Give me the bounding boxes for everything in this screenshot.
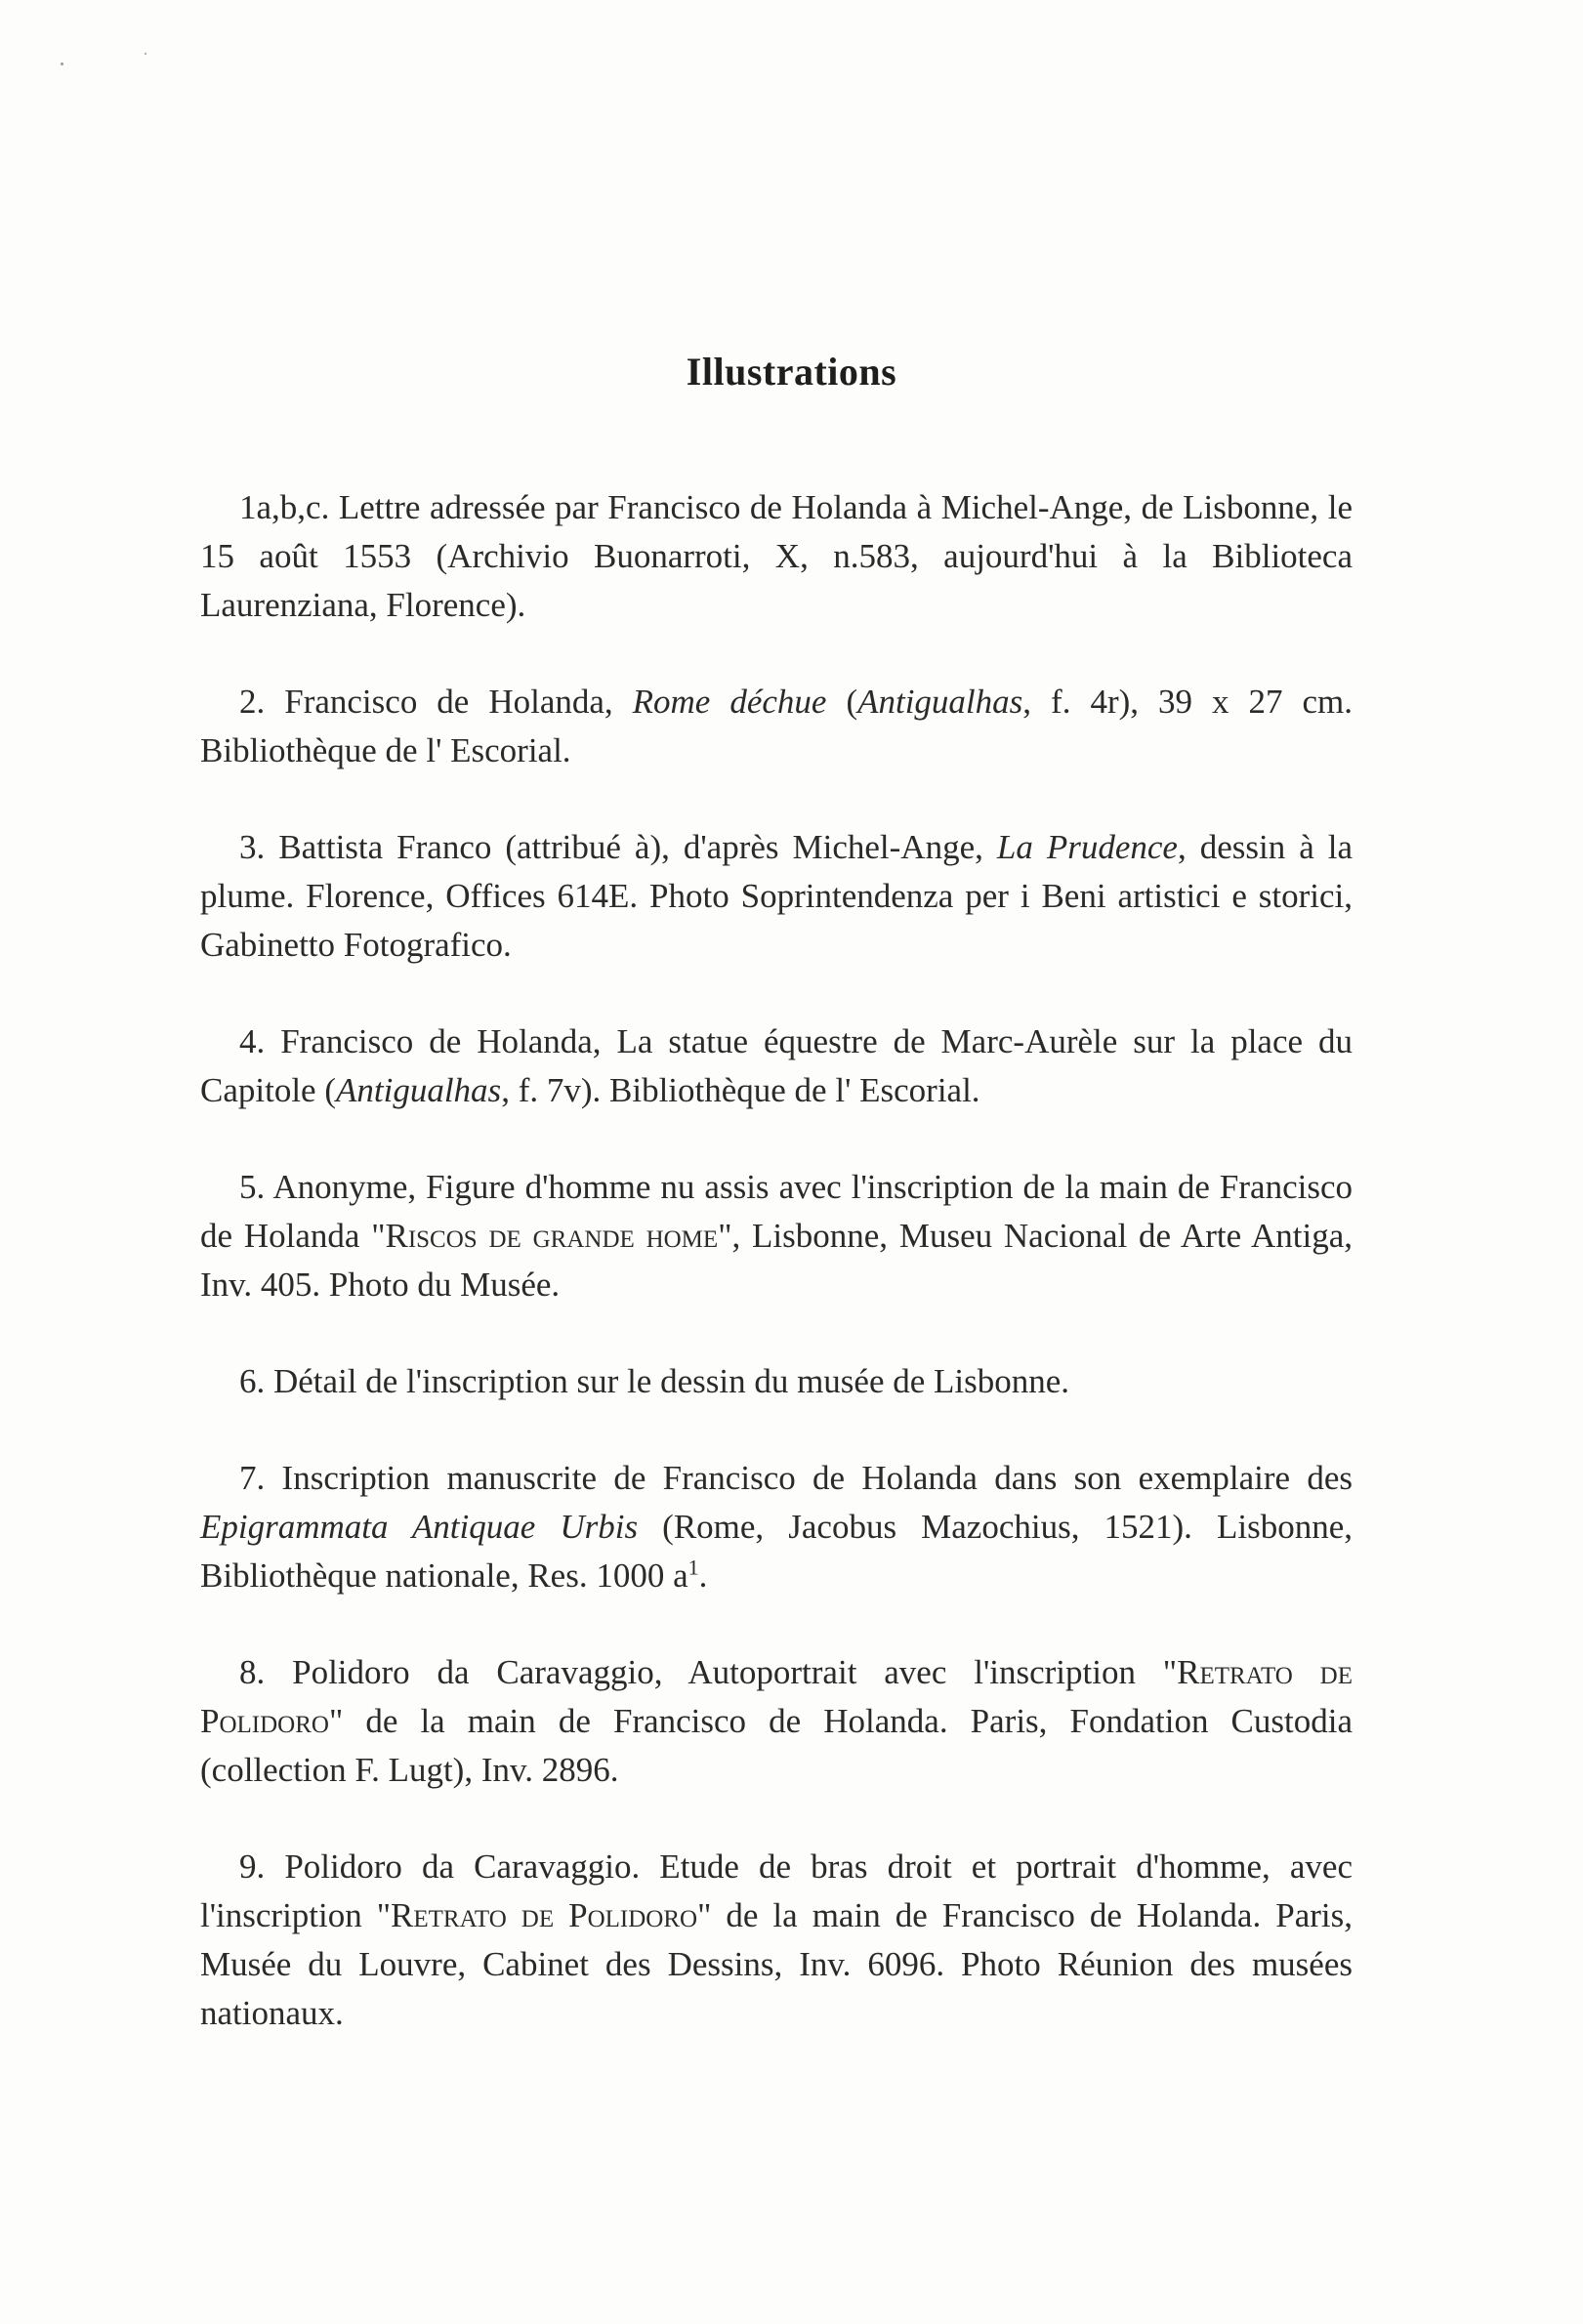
illustration-entry-7 (200, 1454, 1353, 1600)
entry-number: 1a,b,c. (239, 488, 330, 526)
entry-text: Francisco de Holanda, (265, 683, 633, 721)
illustration-entry-2 (200, 678, 1353, 775)
entry-inscription: Riscos de grande home (385, 1217, 719, 1255)
entry-text: ", Lisbonne, Museu Nacional de Arte Antiga, Inv. 405. Photo du Musée. (200, 1217, 1353, 1304)
illustration-entry-6 (200, 1357, 1353, 1406)
illustration-entry-5 (200, 1163, 1353, 1309)
entry-inscription: Retrato de Polidoro (200, 1653, 1353, 1740)
entry-number: 6. (239, 1362, 266, 1400)
entry-text: (Rome, Jacobus Mazochius, 1521). Lisbonne, Bibliothèque nationale, Res. 1000 a (200, 1508, 1353, 1595)
entry-text: Anonyme, Figure d'homme nu assis avec l'inscription de la main de Francisco de Holanda " (200, 1168, 1353, 1255)
entry-source-title: Antigualhas (857, 683, 1023, 721)
entry-text: . (698, 1556, 708, 1595)
illustration-entry-9 (200, 1843, 1353, 2038)
entry-work-title: Rome déchue (632, 683, 827, 721)
illustration-entry-8 (200, 1648, 1353, 1795)
scan-speck (61, 62, 63, 65)
scan-speck (145, 53, 146, 55)
entry-number: 7. (239, 1459, 266, 1497)
illustration-list (200, 483, 1353, 2086)
entry-text: " de la main de Francisco de Holanda. Paris, Musée du Louvre, Cabinet des Dessins, Inv. 6096. Photo Réunion des musées nationaux. (200, 1896, 1353, 2032)
entry-text: " de la main de Francisco de Holanda. Paris, Fondation Custodia (collection F. Lugt), Inv. 2896. (200, 1702, 1353, 1789)
entry-source-title: Antigualhas (336, 1071, 502, 1109)
entry-number: 8. (239, 1653, 266, 1691)
entry-text: , f. 7v). Bibliothèque de l' Escorial. (501, 1071, 980, 1109)
entry-text: , f. 4r), 39 x 27 cm. Bibliothèque de l' Escorial. (200, 683, 1353, 769)
illustration-entry-3 (200, 823, 1353, 970)
entry-text: Détail de l'inscription sur le dessin du musée de Lisbonne. (265, 1362, 1070, 1400)
entry-work-title: Epigrammata Antiquae Urbis (200, 1508, 639, 1546)
entry-number: 3. (239, 828, 266, 866)
entry-text: Inscription manuscrite de Francisco de Holanda dans son exemplaire des (265, 1459, 1353, 1497)
entry-inscription: Retrato de Polidoro (391, 1896, 698, 1934)
illustration-entry-1 (200, 483, 1353, 630)
illustration-entry-4 (200, 1017, 1353, 1115)
entry-superscript: 1 (687, 1555, 699, 1580)
entry-text: Francisco de Holanda, La statue équestre de Marc-Aurèle sur la place du Capitole ( (200, 1022, 1353, 1109)
entry-number: 5. (239, 1168, 266, 1206)
entry-text: Battista Franco (attribué à), d'après Michel-Ange, (265, 828, 997, 866)
entry-text: ( (826, 683, 858, 721)
entry-number: 9. (239, 1847, 266, 1886)
entry-text: , dessin à la plume. Florence, Offices 614E. Photo Soprintendenza per i Beni artistici e storici, Gabinetto Fotografico. (200, 828, 1353, 964)
entry-number: 4. (239, 1022, 266, 1060)
entry-work-title: La Prudence (996, 828, 1178, 866)
entry-text: Polidoro da Caravaggio, Autoportrait avec l'inscription " (265, 1653, 1178, 1691)
entry-number: 2. (239, 683, 266, 721)
page-title: Illustrations (686, 349, 897, 394)
entry-text: Lettre adressée par Francisco de Holanda à Michel-Ange, de Lisbonne, le 15 août 1553 (Archivio Buonarroti, X, n.583, aujourd'hui à la Biblioteca Laurenziana, Florence). (200, 488, 1353, 624)
entry-text: Polidoro da Caravaggio. Etude de bras droit et portrait d'homme, avec l'inscription " (200, 1847, 1353, 1934)
